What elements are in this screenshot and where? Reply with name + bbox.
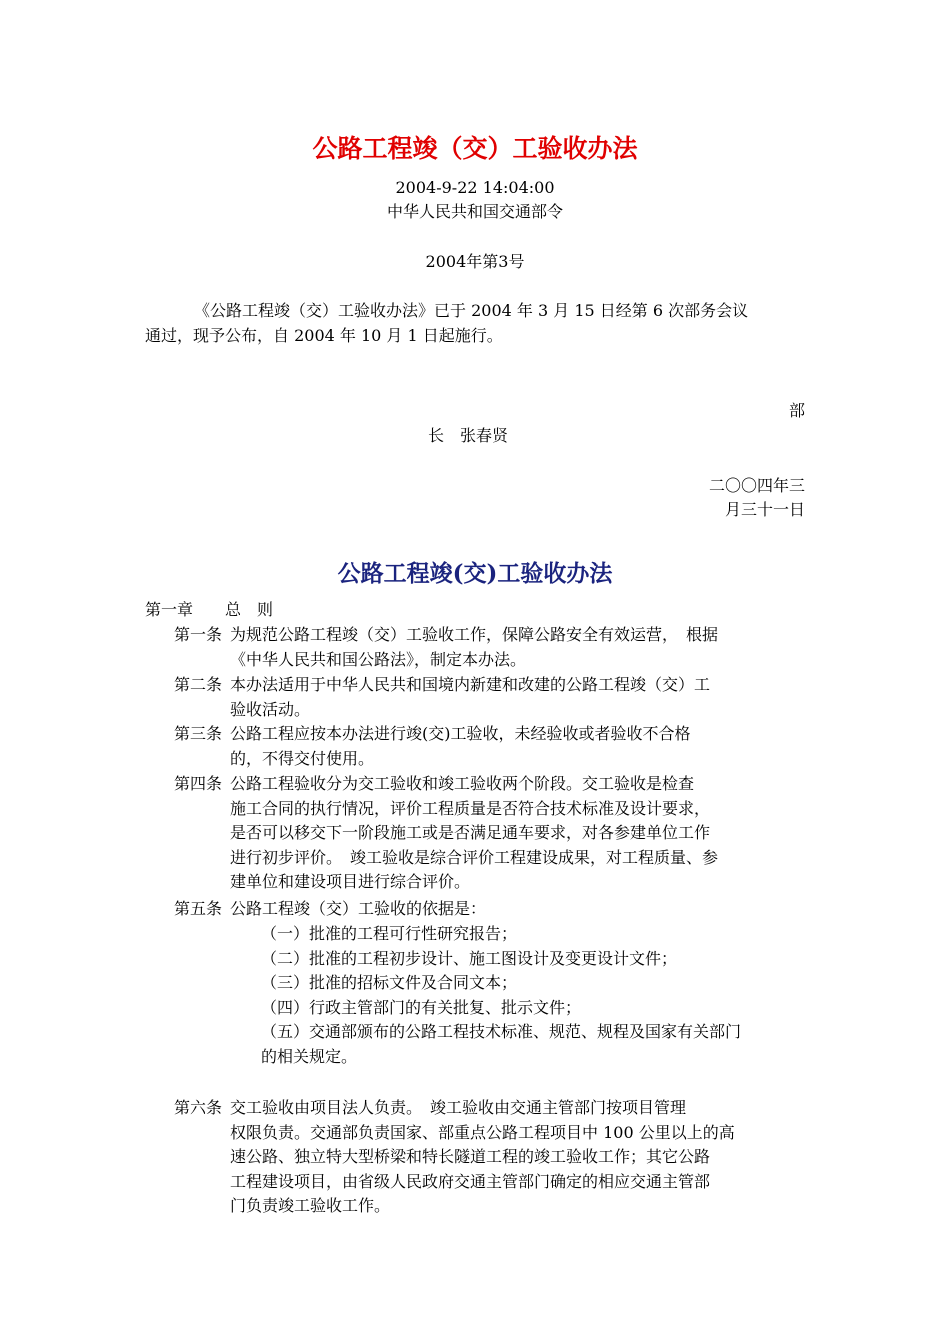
article-text: 的，不得交付使用。 [230,748,375,768]
list-item: 的相关规定。 [261,1046,358,1066]
article-3 [174,722,810,771]
article-2 [174,673,810,722]
article-6 [174,1096,810,1219]
article-text: 本办法适用于中华人民共和国境内新建和改建的公路工程竣（交）工 [230,675,711,694]
article-text: 是否可以移交下一阶段施工或是否满足通车要求，对各参建单位工作 [230,823,711,842]
basis-list [261,922,810,1069]
list-item: （二）批准的工程初步设计、施工图设计及变更设计文件； [261,948,678,968]
preamble-line-1: 《公路工程竣（交）工验收办法》已于 2004 年 3 月 15 日经第 6 次部务会议 [194,301,749,320]
section-title: 公路工程竣(交)工验收办法 [337,560,613,587]
article-text: 公路工程验收分为交工验收和竣工验收两个阶段。交工验收是检查 [230,774,695,793]
article-text: 公路工程应按本办法进行竣(交)工验收，未经验收或者验收不合格 [230,724,691,743]
issuer: 中华人民共和国交通部令 [386,202,563,221]
article-text: 《中华人民共和国公路法》，制定本办法。 [230,649,527,669]
date-line-2: 月三十一日 [724,500,805,519]
date-line-1: 二〇〇四年三 [708,476,805,495]
article-label: 第三条 [174,724,223,743]
article-1 [174,623,810,672]
article-label: 第六条 [174,1098,223,1117]
article-text: 建单位和建设项目进行综合评价。 [230,872,471,891]
signature-part-1: 部 [788,401,805,420]
article-label: 第五条 [174,899,223,918]
article-text: 为规范公路工程竣（交）工验收工作，保障公路安全有效运营， 根据 [230,625,719,644]
article-text: 验收活动。 [230,699,311,719]
list-item: （五）交通部颁布的公路工程技术标准、规范、规程及国家有关部门 [261,1022,742,1041]
article-text: 施工合同的执行情况，评价工程质量是否符合技术标准及设计要求， [230,798,711,818]
document-title: 公路工程竣（交）工验收办法 [312,134,638,163]
article-label: 第二条 [174,675,223,694]
article-label: 第一条 [174,625,223,644]
list-item: （四）行政主管部门的有关批复、批示文件； [261,997,582,1017]
order-number: 2004年第3号 [425,252,525,271]
article-label: 第四条 [174,774,223,793]
list-item: （三）批准的招标文件及合同文本； [261,973,518,992]
article-text: 进行初步评价。 竣工验收是综合评价工程建设成果，对工程质量、参 [230,847,719,867]
article-5 [174,897,810,922]
article-4 [174,772,810,895]
signature-part-2: 长 张春贤 [428,426,509,445]
article-text: 交工验收由项目法人负责。 竣工验收由交通主管部门按项目管理 [230,1098,687,1117]
list-item: （一）批准的工程可行性研究报告； [261,924,518,943]
publish-datetime: 2004-9-22 14:04:00 [395,178,555,197]
preamble-line-2: 通过，现予公布，自 2004 年 10 月 1 日起施行。 [145,326,503,345]
article-text: 工程建设项目，由省级人民政府交通主管部门确定的相应交通主管部 [230,1171,711,1191]
article-text: 速公路、独立特大型桥梁和特长隧道工程的竣工验收工作；其它公路 [230,1147,711,1166]
chapter-heading: 第一章 总 则 [145,600,274,619]
article-text: 公路工程竣（交）工验收的依据是： [230,899,487,918]
article-text: 权限负责。交通部负责国家、部重点公路工程项目中 100 公里以上的高 [230,1122,735,1142]
article-text: 门负责竣工验收工作。 [230,1196,391,1215]
